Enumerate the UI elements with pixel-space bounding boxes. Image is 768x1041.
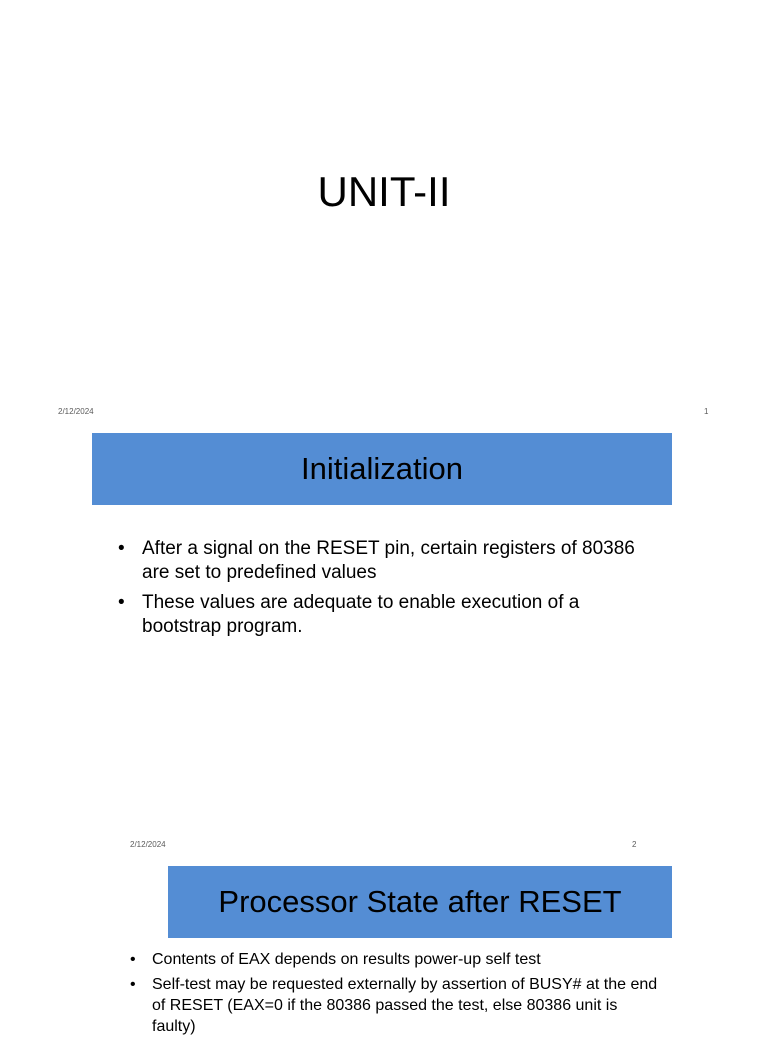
bullet-item [118,591,638,639]
slide-2-date: 2/12/2024 [130,840,166,849]
bullet-marker: • [130,976,136,993]
bullet-item [130,974,660,1037]
bullet-item [118,537,638,585]
bullet-text: After a signal on the RESET pin, certain registers of 80386 are set to predefined values [142,538,635,583]
slide-3-title: Processor State after RESET [218,884,622,919]
bullet-text: Self-test may be requested externally by assertion of BUSY# at the end of RESET (EAX=0 if the 80386 passed the test, else 80386 unit is faulty) [152,976,658,1035]
bullet-item [130,949,660,970]
bullet-marker: • [118,538,125,559]
slide-1-title: UNIT-II [317,168,451,215]
slide-1-number: 1 [704,407,709,416]
slide-2-number: 2 [632,840,637,849]
bullet-text: These values are adequate to enable execution of a bootstrap program. [142,592,580,637]
slide-2-bullet-list [118,537,638,645]
slide-2-title: Initialization [301,451,463,486]
bullet-marker: • [118,592,125,613]
slide-3-title-banner [168,866,672,938]
slide-2-title-banner [92,433,672,505]
bullet-text: Contents of EAX depends on results power-up self test [152,951,541,968]
slide-1-date: 2/12/2024 [58,407,94,416]
slide-3-bullet-list [130,949,660,1041]
bullet-marker: • [130,951,136,968]
